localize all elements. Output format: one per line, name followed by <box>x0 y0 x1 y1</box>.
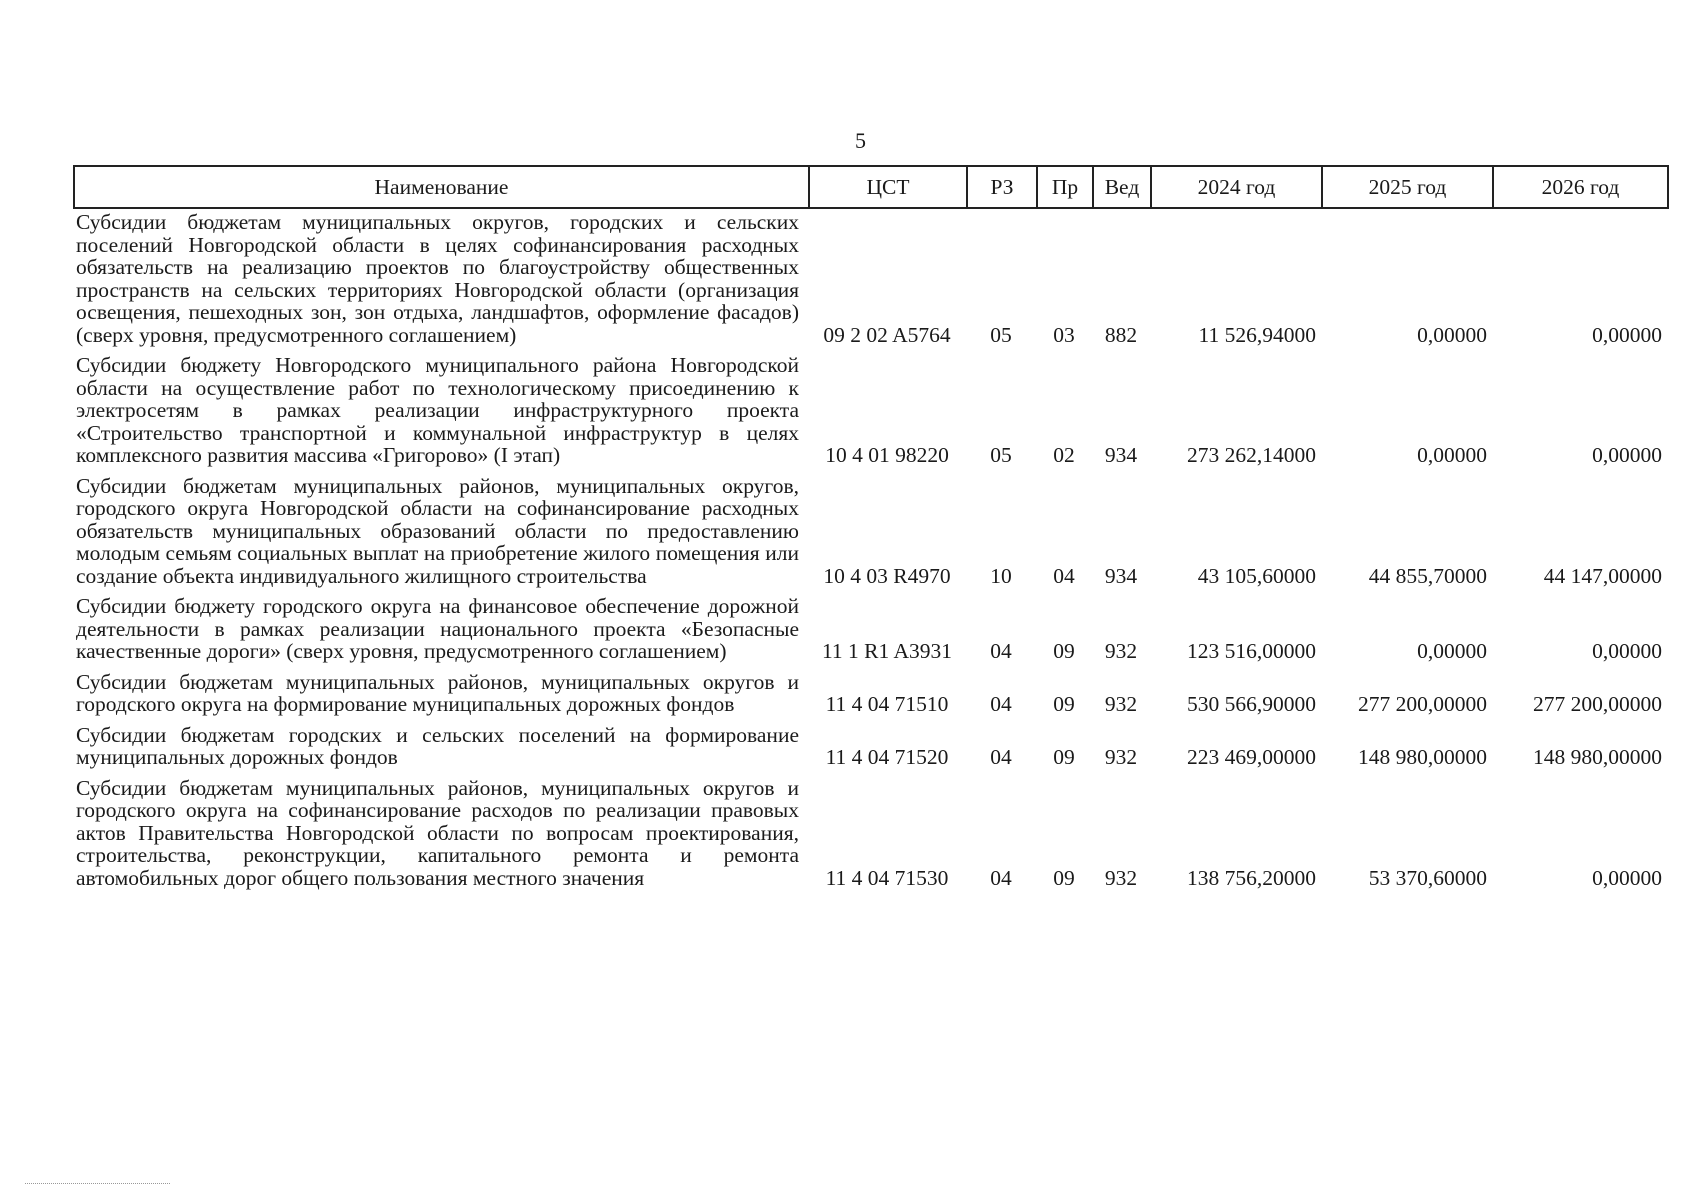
row-amount-2025: 148 980,00000 <box>1358 745 1487 769</box>
header-2025: 2025 год <box>1322 166 1493 208</box>
row-cst: 11 4 04 71520 <box>825 745 949 769</box>
table-row <box>74 669 1668 722</box>
row-pr: 03 <box>1053 322 1075 347</box>
table-row <box>74 473 1668 594</box>
row-amount-2025: 44 855,70000 <box>1368 563 1487 588</box>
row-amount-2026: 277 200,00000 <box>1533 692 1662 716</box>
row-amount-2025: 277 200,00000 <box>1358 692 1487 716</box>
header-2024: 2024 год <box>1151 166 1322 208</box>
row-amount-2026: 0,00000 <box>1592 639 1662 663</box>
page-number: 5 <box>855 128 866 153</box>
row-rz: 04 <box>990 865 1012 890</box>
row-amount-2025: 0,00000 <box>1417 443 1487 467</box>
row-ved: 932 <box>1104 692 1138 716</box>
row-rz: 10 <box>990 563 1012 588</box>
table-row <box>74 722 1668 775</box>
row-rz: 05 <box>990 322 1012 347</box>
row-amount-2024: 273 262,14000 <box>1187 443 1316 467</box>
row-rz: 04 <box>990 745 1012 769</box>
row-cst: 10 4 03 R4970 <box>823 563 951 588</box>
row-amount-2026: 0,00000 <box>1592 322 1662 347</box>
row-cst: 11 4 04 71510 <box>825 692 949 716</box>
row-pr: 09 <box>1053 639 1075 663</box>
header-cst: ЦСТ <box>809 166 967 208</box>
row-ved: 934 <box>1104 443 1138 467</box>
row-ved: 934 <box>1104 563 1138 588</box>
row-name: Субсидии бюджетам муниципальных районов, муниципальных округов и городского округа на софинансирование расходов по реализации правовых актов Правительства Новгородской области по вопросам проектирования, строительства, реконструкции, капитального ремонта и ремонта автомобильных дорог общего пользования местного значения <box>76 775 799 890</box>
row-pr: 09 <box>1053 865 1075 890</box>
row-ved: 932 <box>1104 865 1138 890</box>
row-rz: 04 <box>990 692 1012 716</box>
row-name: Субсидии бюджету городского округа на финансовое обеспечение дорожной деятельности в рамках реализации национального проекта «Безопасные качественные дороги» (сверх уровня, предусмотренного соглашением) <box>76 594 799 663</box>
header-ved: Вед <box>1093 166 1151 208</box>
row-amount-2024: 11 526,94000 <box>1198 322 1316 347</box>
row-amount-2025: 0,00000 <box>1417 639 1487 663</box>
header-rz: РЗ <box>967 166 1037 208</box>
row-pr: 04 <box>1053 563 1075 588</box>
row-cst: 11 4 04 71530 <box>825 865 949 890</box>
row-amount-2026: 44 147,00000 <box>1543 563 1662 588</box>
header-name: Наименование <box>74 166 809 208</box>
budget-table <box>73 165 1669 895</box>
row-amount-2024: 223 469,00000 <box>1187 745 1316 769</box>
row-amount-2025: 0,00000 <box>1417 322 1487 347</box>
row-cst: 09 2 02 A5764 <box>823 322 951 347</box>
row-pr: 02 <box>1053 443 1075 467</box>
row-amount-2024: 530 566,90000 <box>1187 692 1316 716</box>
footer-rule <box>25 1183 170 1184</box>
row-amount-2025: 53 370,60000 <box>1368 865 1487 890</box>
row-amount-2026: 148 980,00000 <box>1533 745 1662 769</box>
row-pr: 09 <box>1053 745 1075 769</box>
row-ved: 932 <box>1104 639 1138 663</box>
row-amount-2024: 43 105,60000 <box>1197 563 1316 588</box>
row-ved: 882 <box>1104 322 1138 347</box>
row-amount-2026: 0,00000 <box>1592 443 1662 467</box>
row-pr: 09 <box>1053 692 1075 716</box>
row-amount-2024: 138 756,20000 <box>1187 865 1316 890</box>
row-name: Субсидии бюджету Новгородского муниципального района Новгородской области на осуществление работ по технологическому присоединению к электросетям в рамках реализации инфраструктурного проекта «Строительство транспортной и коммунальной инфраструктур в целях комплексного развития массива «Григорово» (I этап) <box>76 353 799 467</box>
row-rz: 05 <box>990 443 1012 467</box>
row-name: Субсидии бюджетам муниципальных районов, муниципальных округов, городского округа Новгородской области на софинансирование расходных обязательств муниципальных образований области по предоставлению молодым семьям социальных выплат на приобретение жилого помещения или создание объекта индивидуального жилищного строительства <box>76 473 799 588</box>
row-cst: 10 4 01 98220 <box>825 443 949 467</box>
header-pr: Пр <box>1037 166 1093 208</box>
row-ved: 932 <box>1104 745 1138 769</box>
table-row <box>74 775 1668 896</box>
row-name: Субсидии бюджетам муниципальных округов, городских и сельских поселений Новгородской области в целях софинансирования расходных обязательств на реализацию проектов по благоустройству общественных пространств на сельских территориях Новгородской области (организация освещения, пешеходных зон, зон отдыха, ландшафтов, оформление фасадов) (сверх уровня, предусмотренного соглашением) <box>76 210 799 347</box>
header-2026: 2026 год <box>1493 166 1668 208</box>
row-name: Субсидии бюджетам городских и сельских поселений на формирование муниципальных дорожных фондов <box>76 722 799 769</box>
table-body <box>74 208 1668 895</box>
table-row <box>74 208 1668 352</box>
row-cst: 11 1 R1 A3931 <box>821 639 952 663</box>
row-rz: 04 <box>990 639 1012 663</box>
table-row <box>74 593 1668 669</box>
table-row <box>74 352 1668 473</box>
row-amount-2026: 0,00000 <box>1592 865 1662 890</box>
row-amount-2024: 123 516,00000 <box>1187 639 1316 663</box>
row-name: Субсидии бюджетам муниципальных районов, муниципальных округов и городского округа на формирование муниципальных дорожных фондов <box>76 669 799 716</box>
table-header-row <box>74 166 1668 208</box>
